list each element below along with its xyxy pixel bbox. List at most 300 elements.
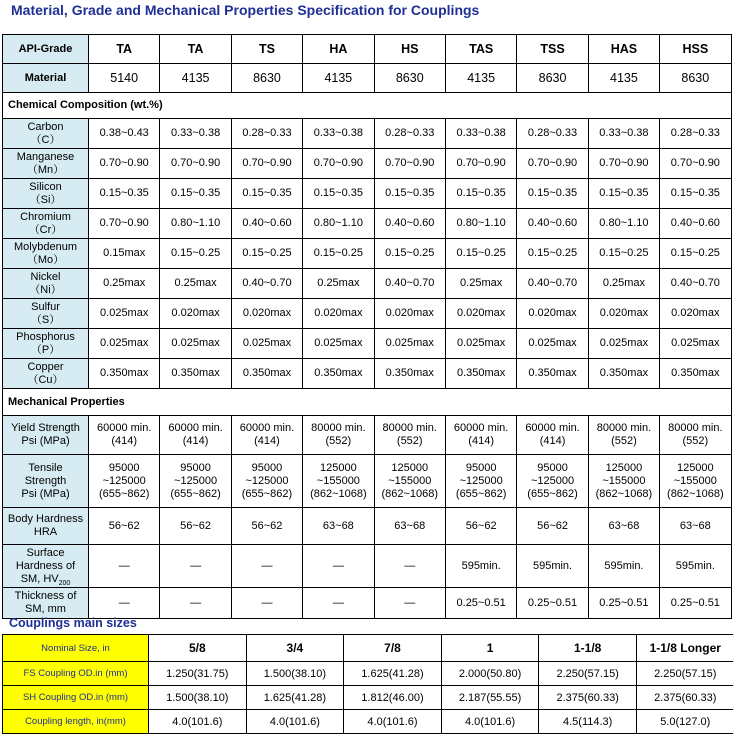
surface-value [660, 545, 731, 588]
chem-value [303, 359, 374, 389]
surface-label-text: SM, HV [21, 573, 59, 585]
chem-value [588, 329, 659, 359]
chem-value [89, 119, 160, 149]
yield-value-text: 60000 min. [168, 422, 222, 434]
chem-value-text: 0.350max [600, 367, 648, 379]
grade-cell [231, 35, 302, 64]
element-label [3, 269, 89, 299]
grade-label-text: API-Grade [19, 43, 73, 55]
yield-value [89, 416, 160, 455]
grade-cell-text: TSS [540, 42, 564, 56]
size-value-text: 1.625(41.28) [264, 692, 326, 704]
yield-value [660, 416, 731, 455]
chem-value-text: 0.15~0.35 [599, 187, 648, 199]
element-label [3, 359, 89, 389]
thickness-value-text: 0.25~0.51 [457, 597, 506, 609]
chem-row [3, 119, 732, 149]
chem-value-text: 0.33~0.38 [314, 127, 363, 139]
yield-label [3, 416, 89, 455]
element-label-text: （Mo） [27, 254, 64, 266]
thickness-value [374, 588, 445, 619]
size-value-text: 1.500(38.10) [166, 692, 228, 704]
tensile-value-text: (862~1068) [381, 488, 438, 500]
chem-value-text: 0.15~0.35 [242, 187, 291, 199]
tensile-value-text: ~125000 [245, 475, 288, 487]
chem-value-text: 0.25max [603, 277, 645, 289]
chem-value [660, 179, 731, 209]
chem-value-text: 0.025max [100, 307, 148, 319]
chem-value [303, 119, 374, 149]
chem-value [660, 209, 731, 239]
size-header [246, 635, 344, 662]
tensile-value-text: ~125000 [103, 475, 146, 487]
chem-value-text: 0.70~0.90 [171, 157, 220, 169]
yield-value-text: (414) [183, 435, 209, 447]
chem-row [3, 329, 732, 359]
hardness-value-text: 56~62 [252, 520, 283, 532]
element-label-text: Silicon [29, 181, 61, 193]
chem-value [374, 329, 445, 359]
size-row-label-text: FS Coupling OD.in (mm) [24, 668, 128, 679]
tensile-value-text: ~155000 [674, 475, 717, 487]
grade-cell [588, 35, 659, 64]
chem-value-text: 0.40~0.60 [671, 217, 720, 229]
element-label [3, 299, 89, 329]
chem-value-text: 0.350max [386, 367, 434, 379]
chem-value-text: 0.25max [317, 277, 359, 289]
chem-value-text: 0.70~0.90 [100, 157, 149, 169]
chem-value-text: 0.33~0.38 [171, 127, 220, 139]
tensile-value-text: (655~862) [99, 488, 149, 500]
yield-value-text: (414) [540, 435, 566, 447]
chem-value [517, 239, 588, 269]
chem-value-text: 0.020max [600, 307, 648, 319]
chem-value [660, 269, 731, 299]
chem-section-row [3, 93, 732, 119]
grade-row [3, 35, 732, 64]
chem-value-text: 0.15~0.35 [671, 187, 720, 199]
material-cell [374, 64, 445, 93]
material-cell [445, 64, 516, 93]
surface-value [231, 545, 302, 588]
chem-value [588, 149, 659, 179]
chem-value-text: 0.020max [171, 307, 219, 319]
yield-label-text: Yield Strength [11, 422, 80, 434]
material-label [3, 64, 89, 93]
chem-value-text: 0.25max [103, 277, 145, 289]
yield-value-text: 60000 min. [525, 422, 579, 434]
chem-value [160, 299, 231, 329]
surface-label-text: Surface [27, 547, 65, 559]
thickness-value-text: — [333, 597, 344, 609]
material-label-text: Material [25, 72, 67, 84]
mech-section-row [3, 389, 732, 416]
size-value [539, 686, 637, 710]
chem-value [445, 119, 516, 149]
size-header-text: 1-1/8 Longer [650, 641, 721, 655]
chem-value-text: 0.350max [171, 367, 219, 379]
size-value [636, 662, 733, 686]
chem-value [231, 119, 302, 149]
thickness-value-text: 0.25~0.51 [528, 597, 577, 609]
chem-value [588, 299, 659, 329]
material-cell-text: 8630 [253, 71, 281, 85]
tensile-value-text: ~125000 [174, 475, 217, 487]
chem-value-text: 0.15~0.25 [457, 247, 506, 259]
element-label [3, 329, 89, 359]
chem-value [160, 329, 231, 359]
chem-value-text: 0.15~0.25 [242, 247, 291, 259]
material-cell-text: 4135 [610, 71, 638, 85]
chem-value-text: 0.350max [457, 367, 505, 379]
grade-cell-text: TS [259, 42, 275, 56]
chem-value-text: 0.025max [314, 337, 362, 349]
chem-value [89, 269, 160, 299]
chem-value-text: 0.15~0.35 [528, 187, 577, 199]
material-cell [517, 64, 588, 93]
element-label-text: （Cr） [29, 224, 63, 236]
size-value [149, 662, 247, 686]
chem-value [588, 209, 659, 239]
element-label-text: Copper [27, 361, 63, 373]
surface-value-text: 595min. [462, 560, 501, 572]
chem-value [231, 269, 302, 299]
element-label-text: （S） [31, 314, 60, 326]
chem-value [445, 269, 516, 299]
hardness-value [160, 508, 231, 545]
tensile-row [3, 455, 732, 508]
tensile-value-text: 95000 [252, 462, 283, 474]
element-label-text: Chromium [20, 211, 71, 223]
hardness-value-text: 63~68 [608, 520, 639, 532]
yield-value-text: (552) [682, 435, 708, 447]
tensile-value-text: 95000 [180, 462, 211, 474]
thickness-label-text: Thickness of [15, 590, 77, 602]
tensile-value-text: ~125000 [460, 475, 503, 487]
chem-value [303, 149, 374, 179]
chem-value-text: 0.25max [174, 277, 216, 289]
hardness-label [3, 508, 89, 545]
yield-value-text: 60000 min. [240, 422, 294, 434]
surface-value-text: 595min. [533, 560, 572, 572]
surface-label-text: Hardness of [16, 560, 75, 572]
thickness-value-text: 0.25~0.51 [671, 597, 720, 609]
chem-value-text: 0.25max [460, 277, 502, 289]
nominal-size-label [3, 635, 149, 662]
hardness-value [89, 508, 160, 545]
chem-value-text: 0.70~0.90 [385, 157, 434, 169]
chem-value-text: 0.28~0.33 [242, 127, 291, 139]
size-value-text: 2.375(60.33) [654, 692, 716, 704]
size-value-text: 2.250(57.15) [556, 668, 618, 680]
material-cell [588, 64, 659, 93]
tensile-value [231, 455, 302, 508]
chem-value [160, 119, 231, 149]
yield-value-text: 60000 min. [454, 422, 508, 434]
tensile-value-text: 125000 [677, 462, 714, 474]
chem-value-text: 0.70~0.90 [242, 157, 291, 169]
tensile-value [588, 455, 659, 508]
chem-value [588, 359, 659, 389]
size-header-text: 7/8 [384, 641, 401, 655]
sizes-title: Couplings main sizes [9, 616, 137, 630]
hardness-value [517, 508, 588, 545]
chem-value-text: 0.025max [171, 337, 219, 349]
chem-value-text: 0.70~0.90 [100, 217, 149, 229]
element-label-text: Carbon [27, 121, 63, 133]
size-value-text: 5.0(127.0) [660, 716, 710, 728]
chem-value-text: 0.025max [100, 337, 148, 349]
size-value-text: 2.250(57.15) [654, 668, 716, 680]
chem-row [3, 149, 732, 179]
element-label-text: （C） [31, 134, 61, 146]
yield-value-text: (552) [326, 435, 352, 447]
tensile-value-text: 95000 [537, 462, 568, 474]
sizes-header-row [3, 635, 733, 662]
chem-value [303, 209, 374, 239]
hardness-value-text: 56~62 [537, 520, 568, 532]
tensile-value-text: (862~1068) [596, 488, 653, 500]
chem-row [3, 359, 732, 389]
yield-row [3, 416, 732, 455]
thickness-value [160, 588, 231, 619]
chem-row [3, 299, 732, 329]
chem-value [303, 299, 374, 329]
size-value-text: 1.625(41.28) [361, 668, 423, 680]
chem-row [3, 269, 732, 299]
size-header-text: 3/4 [287, 641, 304, 655]
chem-value [374, 179, 445, 209]
element-label-text: Phosphorus [16, 331, 75, 343]
size-value [246, 686, 344, 710]
element-label-text: （Cu） [27, 374, 63, 386]
hardness-value [231, 508, 302, 545]
chem-value-text: 0.40~0.70 [242, 277, 291, 289]
chem-value-text: 0.350max [528, 367, 576, 379]
grade-label [3, 35, 89, 64]
chem-value [445, 329, 516, 359]
surface-label [3, 545, 89, 588]
chem-value [660, 329, 731, 359]
hardness-value-text: 56~62 [109, 520, 140, 532]
element-label-text: （Ni） [29, 284, 61, 296]
mech-section-heading-text: Mechanical Properties [8, 396, 125, 408]
chem-value-text: 0.15~0.25 [171, 247, 220, 259]
surface-value-text: — [261, 560, 272, 572]
chem-row [3, 209, 732, 239]
tensile-label [3, 455, 89, 508]
size-value-text: 4.0(101.6) [270, 716, 320, 728]
tensile-value [445, 455, 516, 508]
chem-value-text: 0.15~0.25 [385, 247, 434, 259]
chem-value [517, 299, 588, 329]
grade-cell [445, 35, 516, 64]
element-label [3, 119, 89, 149]
chem-value-text: 0.28~0.33 [385, 127, 434, 139]
grade-cell-text: HSS [682, 42, 708, 56]
chem-value [374, 269, 445, 299]
grade-cell [303, 35, 374, 64]
thickness-value-text: — [404, 597, 415, 609]
sizes-row [3, 686, 733, 710]
surface-value [89, 545, 160, 588]
material-row [3, 64, 732, 93]
chem-value-text: 0.350max [671, 367, 719, 379]
thickness-value [303, 588, 374, 619]
material-cell-text: 8630 [681, 71, 709, 85]
size-header [636, 635, 733, 662]
tensile-value-text: ~155000 [388, 475, 431, 487]
chem-value [231, 209, 302, 239]
surface-value-text: 595min. [676, 560, 715, 572]
thickness-value-text: — [119, 597, 130, 609]
chem-value [588, 119, 659, 149]
chem-value-text: 0.025max [386, 337, 434, 349]
yield-value-text: (552) [611, 435, 637, 447]
hardness-value [588, 508, 659, 545]
chem-value [517, 359, 588, 389]
tensile-value-text: (655~862) [242, 488, 292, 500]
chem-value [374, 209, 445, 239]
element-label-text: Manganese [17, 151, 75, 163]
size-header [539, 635, 637, 662]
size-value-text: 1.812(46.00) [361, 692, 423, 704]
size-value [441, 662, 539, 686]
yield-value [445, 416, 516, 455]
grade-cell-text: TAS [469, 42, 493, 56]
tensile-value [374, 455, 445, 508]
chem-value-text: 0.350max [243, 367, 291, 379]
chem-value-text: 0.80~1.10 [171, 217, 220, 229]
chem-value-text: 0.70~0.90 [528, 157, 577, 169]
size-row-label [3, 662, 149, 686]
material-cell [160, 64, 231, 93]
thickness-label-text: SM, mm [25, 603, 66, 615]
yield-value [231, 416, 302, 455]
tensile-value [660, 455, 731, 508]
grade-cell [660, 35, 731, 64]
grade-cell [160, 35, 231, 64]
size-value [344, 686, 442, 710]
yield-label-text: Psi (MPa) [21, 435, 69, 447]
size-row-label [3, 686, 149, 710]
chem-value-text: 0.40~0.60 [242, 217, 291, 229]
grade-cell [89, 35, 160, 64]
size-value-text: 1.250(31.75) [166, 668, 228, 680]
chem-value [231, 239, 302, 269]
surface-value-text: — [333, 560, 344, 572]
chem-value-text: 0.80~1.10 [314, 217, 363, 229]
size-header-text: 1 [487, 641, 494, 655]
chem-row [3, 239, 732, 269]
chem-section-heading-text: Chemical Composition (wt.%) [8, 99, 163, 111]
chem-value-text: 0.40~0.70 [385, 277, 434, 289]
chem-value [445, 149, 516, 179]
yield-value [374, 416, 445, 455]
tensile-value-text: ~155000 [602, 475, 645, 487]
chem-value [374, 119, 445, 149]
yield-value [517, 416, 588, 455]
chem-value-text: 0.350max [314, 367, 362, 379]
tensile-value-text: 125000 [320, 462, 357, 474]
chem-value [231, 299, 302, 329]
chem-value-text: 0.15max [103, 247, 145, 259]
tensile-value-text: 125000 [606, 462, 643, 474]
chem-value-text: 0.15~0.25 [314, 247, 363, 259]
chem-value-text: 0.70~0.90 [457, 157, 506, 169]
chem-row [3, 179, 732, 209]
chem-value [588, 179, 659, 209]
chem-value-text: 0.020max [457, 307, 505, 319]
chem-value-text: 0.40~0.60 [528, 217, 577, 229]
chem-value [660, 239, 731, 269]
yield-value-text: (414) [254, 435, 280, 447]
chem-value-text: 0.40~0.70 [528, 277, 577, 289]
surface-value-text: — [404, 560, 415, 572]
chem-value [660, 359, 731, 389]
chem-value [160, 149, 231, 179]
surface-value-text: 595min. [604, 560, 643, 572]
thickness-value [89, 588, 160, 619]
thickness-label [3, 588, 89, 619]
chem-value [160, 209, 231, 239]
yield-value-text: 80000 min. [668, 422, 722, 434]
tensile-value-text: (655~862) [456, 488, 506, 500]
size-value [246, 662, 344, 686]
chem-value [303, 269, 374, 299]
chem-value [374, 149, 445, 179]
chem-value-text: 0.025max [528, 337, 576, 349]
thickness-value-text: 0.25~0.51 [599, 597, 648, 609]
chem-value [517, 269, 588, 299]
grade-cell-text: TA [116, 42, 132, 56]
size-value-text: 4.5(114.3) [563, 716, 612, 728]
chem-value [660, 119, 731, 149]
chem-value [160, 239, 231, 269]
chem-value [303, 239, 374, 269]
yield-value-text: 80000 min. [383, 422, 437, 434]
chem-value [231, 359, 302, 389]
thickness-value [660, 588, 731, 619]
tensile-value [303, 455, 374, 508]
material-cell [303, 64, 374, 93]
chem-value-text: 0.025max [457, 337, 505, 349]
grade-cell-text: HAS [611, 42, 637, 56]
chem-value [660, 149, 731, 179]
surface-value [445, 545, 516, 588]
chem-value-text: 0.28~0.33 [671, 127, 720, 139]
chem-value-text: 0.020max [528, 307, 576, 319]
chem-value-text: 0.025max [600, 337, 648, 349]
tensile-value [89, 455, 160, 508]
spec-table [2, 34, 732, 619]
chem-value-text: 0.80~1.10 [599, 217, 648, 229]
element-label [3, 179, 89, 209]
hardness-value [445, 508, 516, 545]
surface-value [588, 545, 659, 588]
chem-value [160, 179, 231, 209]
sizes-table [2, 634, 733, 734]
element-label-text: Nickel [31, 271, 61, 283]
chem-value-text: 0.70~0.90 [671, 157, 720, 169]
nominal-size-label-text: Nominal Size, in [41, 643, 110, 654]
chem-value-text: 0.40~0.70 [671, 277, 720, 289]
chem-value [445, 209, 516, 239]
chem-value-text: 0.15~0.35 [385, 187, 434, 199]
surface-value [374, 545, 445, 588]
page-title: Material, Grade and Mechanical Properties Specification for Couplings [11, 2, 479, 18]
chem-value [303, 179, 374, 209]
